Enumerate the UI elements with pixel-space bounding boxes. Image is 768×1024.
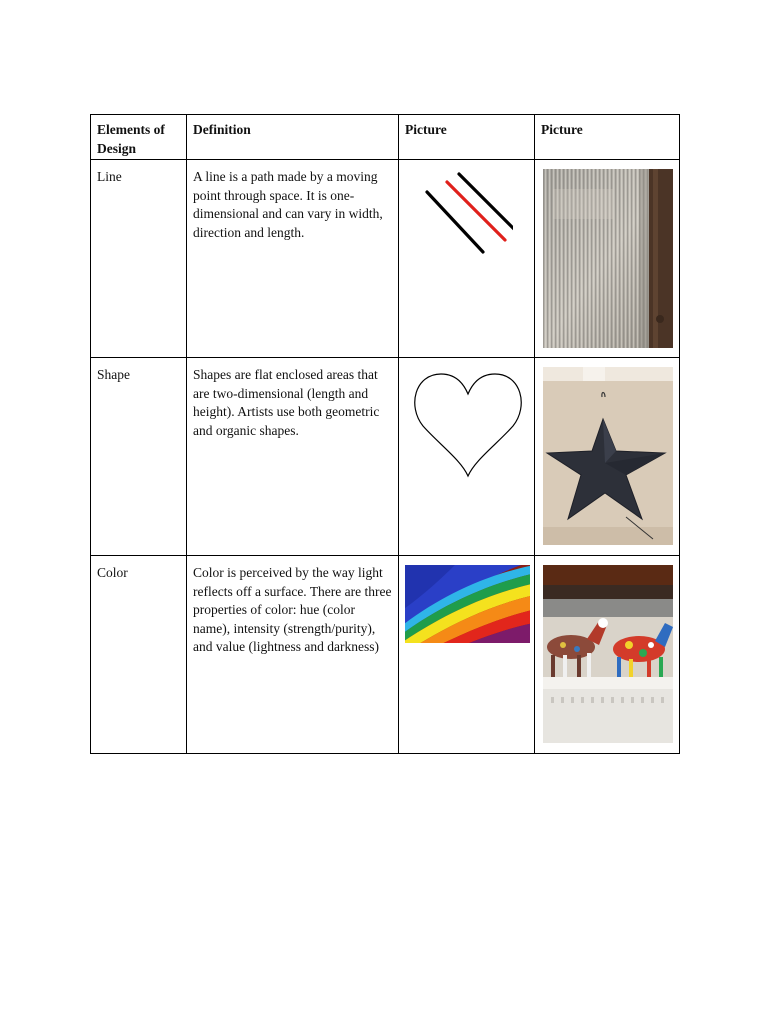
- definition-text: Color is perceived by the way light reflects off a surface. There are three properties of color: hue (color name), intensity (strength/purity), and value (lightness and darkness): [193, 565, 392, 654]
- element-name: Shape: [97, 367, 130, 382]
- header-elements-of-design: Elements of Design: [91, 115, 187, 160]
- picture-cell: [399, 160, 535, 358]
- picture-cell: [399, 358, 535, 556]
- heart-outline-drawing-icon: [411, 370, 525, 478]
- picture-cell: [535, 556, 680, 754]
- metal-star-photo-icon: [543, 367, 673, 545]
- definition-cell: [187, 160, 399, 358]
- header-picture-2: Picture: [535, 115, 680, 160]
- definition-text: A line is a path made by a moving point through space. It is one-dimensional and can vary in width, direction and length.: [193, 169, 383, 240]
- picture-cell: [535, 160, 680, 358]
- table-row: [91, 556, 680, 754]
- diagonal-lines-drawing-icon: [423, 170, 513, 256]
- table-header-row: [91, 115, 680, 160]
- element-cell: [91, 160, 187, 358]
- corrugated-metal-photo-icon: [543, 169, 673, 348]
- picture-cell: [535, 358, 680, 556]
- definition-cell: [187, 358, 399, 556]
- definition-cell: [187, 556, 399, 754]
- definition-text: Shapes are flat enclosed areas that are two-dimensional (length and height). Artists use both geometric and organic shapes.: [193, 367, 380, 438]
- table-row: [91, 358, 680, 556]
- element-cell: [91, 556, 187, 754]
- element-name: Line: [97, 169, 122, 184]
- elements-of-design-table: [90, 114, 680, 754]
- picture-cell: [399, 556, 535, 754]
- element-cell: [91, 358, 187, 556]
- header-picture-1: Picture: [399, 115, 535, 160]
- painted-horse-figurines-photo-icon: [543, 565, 673, 743]
- element-name: Color: [97, 565, 128, 580]
- rainbow-strands-photo-icon: [405, 565, 530, 643]
- table-row: [91, 160, 680, 358]
- header-definition: Definition: [187, 115, 399, 160]
